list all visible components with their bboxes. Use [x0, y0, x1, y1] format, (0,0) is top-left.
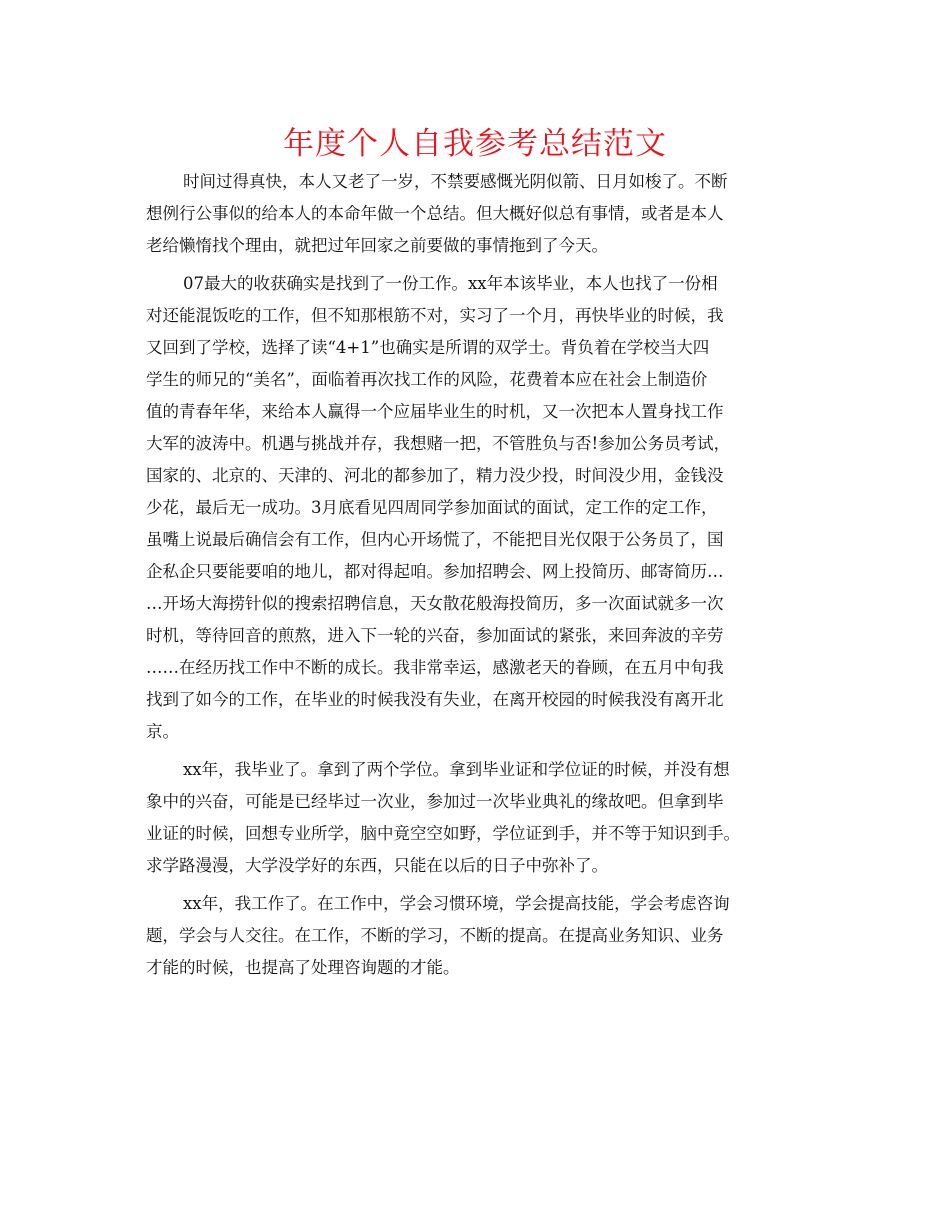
text-line: 求学路漫漫，大学没学好的东西，只能在以后的日子中弥补了。 [146, 856, 608, 875]
text-line: ……在经历找工作中不断的成长。我非常幸运，感激老天的眷顾，在五月中旬我 [146, 658, 724, 677]
text-line: 又回到了学校，选择了读“4+1”也确实是所谓的双学士。背负着在学校当大四 [146, 338, 710, 357]
text-line: 时机，等待回音的煎熬，进入下一轮的兴奋，参加面试的紧张，来回奔波的辛劳 [146, 626, 724, 645]
paragraph [146, 268, 808, 748]
text-line: 才能的时候，也提高了处理咨询题的才能。 [146, 958, 460, 977]
text-line: 业证的时候，回想专业所学，脑中竟空空如野，学位证到手，并不等于知识到手。 [146, 824, 740, 843]
text-line: xx年，我毕业了。拿到了两个学位。拿到毕业证和学位证的时候，并没有想 [183, 760, 730, 779]
text-line: 大军的波涛中。机遇与挑战并存，我想赌一把，不管胜负与否!参加公务员考试， [146, 434, 731, 453]
text-line: xx年，我工作了。在工作中，学会习惯环境，学会提高技能，学会考虑咨询 [183, 894, 730, 913]
document-body [146, 166, 808, 990]
text-line: 学生的师兄的“美名”，面临着再次找工作的风险，花费着本应在社会上制造价 [146, 370, 708, 389]
text-line: 京。 [146, 722, 179, 741]
text-line: 找到了如今的工作，在毕业的时候我没有失业，在离开校园的时候我没有离开北 [146, 690, 724, 709]
text-line: …开场大海捞针似的搜索招聘信息，天女散花般海投简历，多一次面试就多一次 [146, 594, 724, 613]
text-line: 企私企只要能要咱的地儿，都对得起咱。参加招聘会、网上投简历、邮寄简历… [146, 562, 724, 581]
paragraph [146, 166, 808, 262]
text-line: 虽嘴上说最后确信会有工作，但内心开场慌了，不能把目光仅限于公务员了，国 [146, 530, 724, 549]
text-line: 07最大的收获确实是找到了一份工作。xx年本该毕业，本人也找了一份相 [183, 274, 718, 293]
text-line: 想例行公事似的给本人的本命年做一个总结。但大概好似总有事情，或者是本人 [146, 204, 724, 223]
text-line: 象中的兴奋，可能是已经毕过一次业，参加过一次毕业典礼的缘故吧。但拿到毕 [146, 792, 724, 811]
text-line: 时间过得真快，本人又老了一岁，不禁要感慨光阴似箭、日月如梭了。不断 [183, 172, 728, 191]
paragraph [146, 888, 808, 984]
text-line: 值的青春年华，来给本人赢得一个应届毕业生的时机，又一次把本人置身找工作 [146, 402, 724, 421]
text-line: 国家的、北京的、天津的、河北的都参加了，精力没少投，时间没少用，金钱没 [146, 466, 724, 485]
document-title: 年度个人自我参考总结范文 [283, 126, 667, 162]
text-line: 老给懒惰找个理由，就把过年回家之前要做的事情拖到了今天。 [146, 236, 608, 255]
text-line: 题，学会与人交往。在工作，不断的学习，不断的提高。在提高业务知识、业务 [146, 926, 724, 945]
text-line: 少花，最后无一成功。3月底看见四周同学参加面试的面试，定工作的定工作， [146, 498, 718, 517]
paragraph [146, 754, 808, 882]
text-line: 对还能混饭吃的工作，但不知那根筋不对，实习了一个月，再快毕业的时候，我 [146, 306, 724, 325]
